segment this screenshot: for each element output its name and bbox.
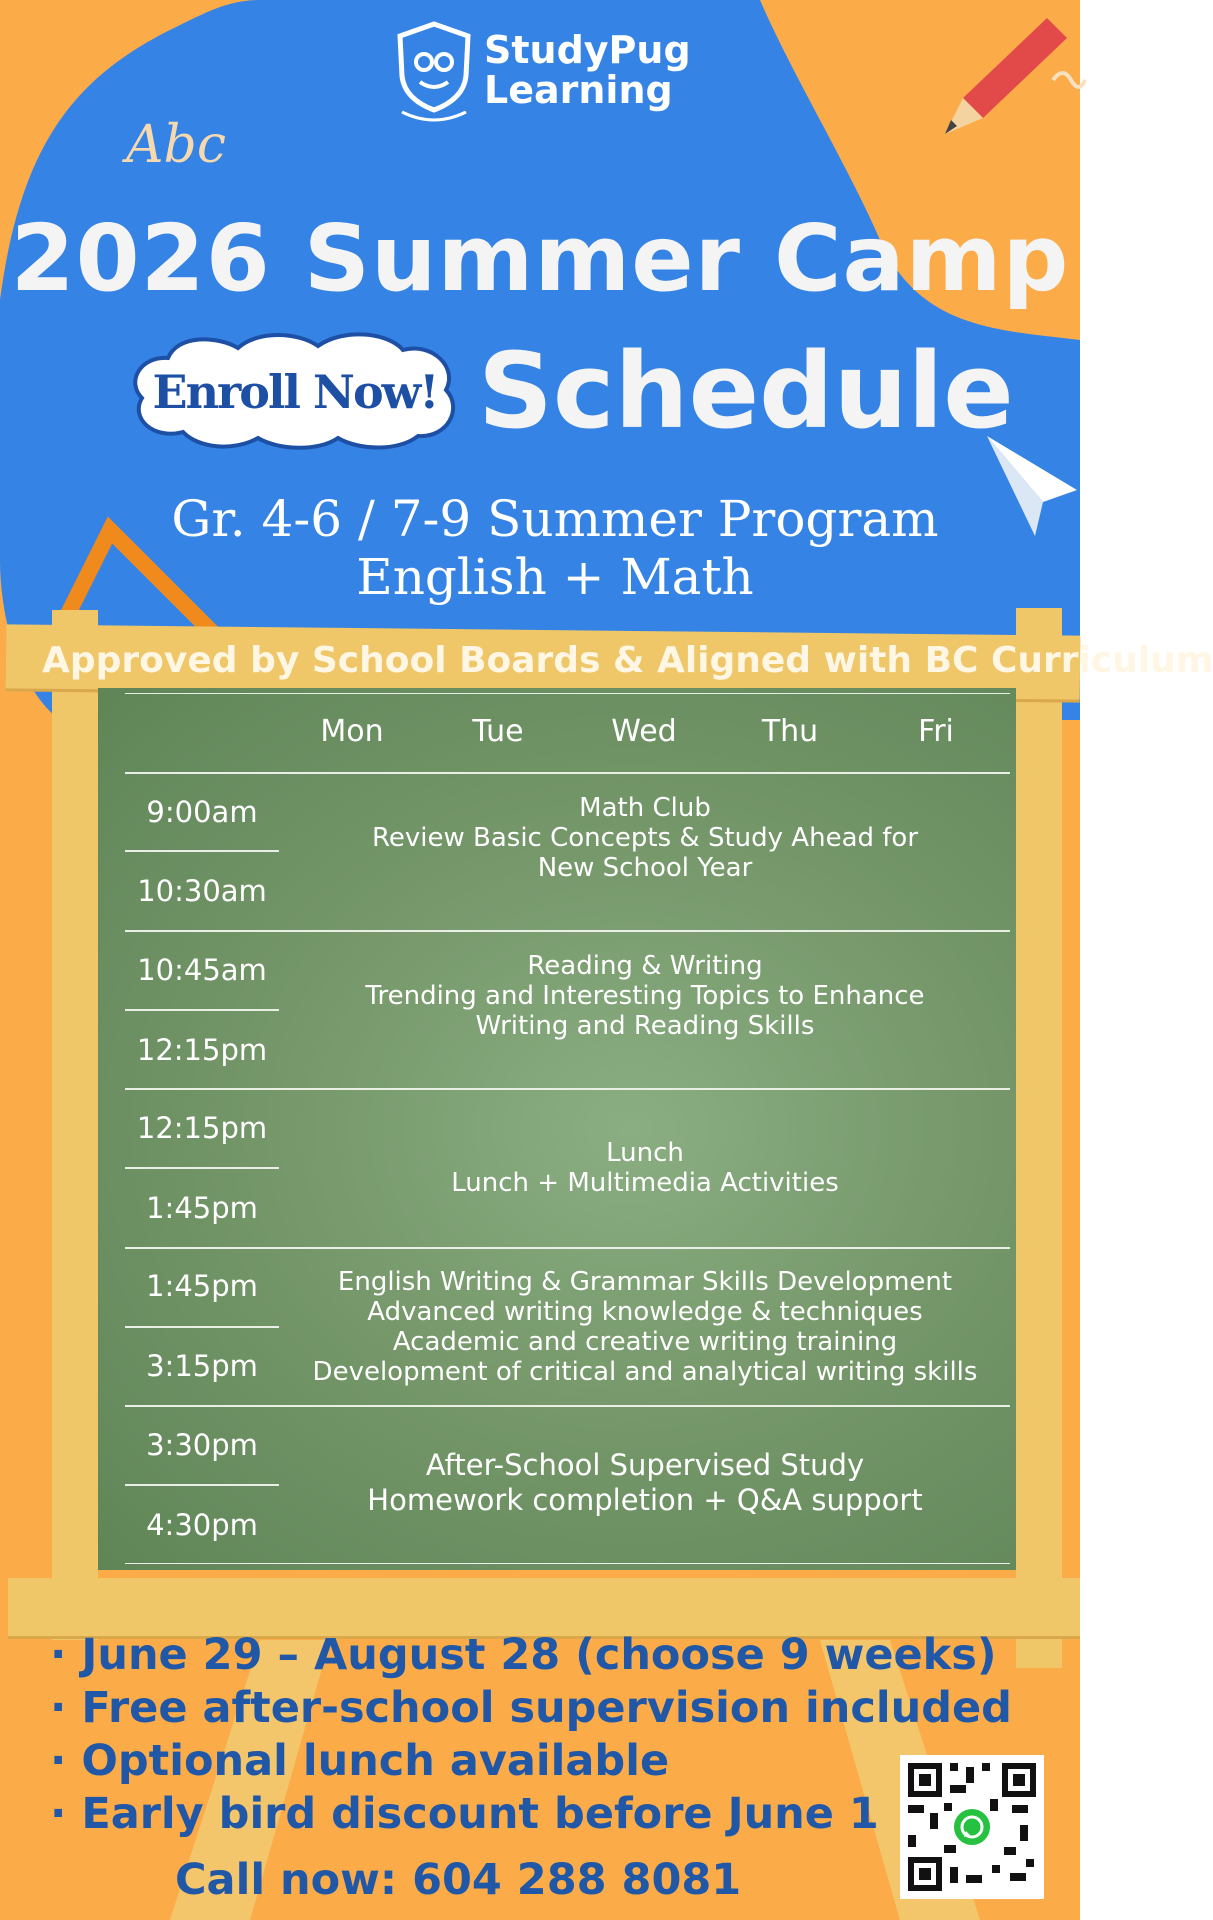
table-bottom-line (125, 1563, 1010, 1564)
abc-doodle: Abc (126, 115, 226, 175)
row-divider (125, 1405, 1010, 1407)
time-start: 1:45pm (146, 1269, 258, 1303)
subtitle-subjects: English + Math (356, 548, 754, 606)
enroll-now-badge[interactable]: Enroll Now! (152, 365, 438, 419)
bullet-dot: · (50, 1683, 67, 1733)
activity-line: Review Basic Concepts & Study Ahead for (371, 823, 919, 853)
qr-code-icon[interactable] (900, 1755, 1044, 1899)
easel-bottom-bar (8, 1578, 1080, 1636)
subtitle-grades: Gr. 4-6 / 7-9 Summer Program (171, 490, 939, 548)
row-divider (125, 1247, 1010, 1249)
day-header-thu: Thu (761, 714, 819, 749)
title-line-1: 2026 Summer Camp (10, 205, 1070, 312)
activity-line: Advanced writing knowledge & techniques (367, 1297, 923, 1327)
header-divider (125, 772, 1010, 774)
activity-line: Trending and Interesting Topics to Enhance (365, 981, 925, 1011)
bullet-lunch (50, 1736, 669, 1786)
activity-english-writing (290, 1267, 1000, 1387)
time-divider (125, 1484, 279, 1486)
activity-title: Reading & Writing (527, 951, 763, 981)
activity-title: After-School Supervised Study (425, 1448, 865, 1482)
whatsapp-glyph (954, 1809, 990, 1845)
bullet-dates (50, 1630, 997, 1680)
header-top-line (125, 693, 1010, 694)
bullet-text: Free after-school supervision included (81, 1683, 1012, 1733)
brand-line-1: StudyPug (484, 28, 691, 72)
whatsapp-icon (950, 1805, 994, 1849)
time-start: 12:15pm (136, 1111, 268, 1145)
curriculum-banner: Approved by School Boards & Aligned with BC Curriculum (42, 640, 1213, 681)
time-divider (125, 1009, 279, 1011)
activity-line: Writing and Reading Skills (475, 1011, 815, 1041)
brand-name (484, 30, 691, 110)
title-line-2: Schedule (478, 330, 1014, 452)
activity-line: Development of critical and analytical writing skills (312, 1357, 978, 1387)
activity-reading-writing (290, 951, 1000, 1041)
activity-math-club (290, 793, 1000, 883)
activity-line: Academic and creative writing training (392, 1327, 898, 1357)
time-start: 3:30pm (146, 1428, 258, 1462)
bullet-dot: · (50, 1736, 67, 1786)
activity-title: Lunch (606, 1138, 684, 1168)
activity-line: Lunch + Multimedia Activities (451, 1168, 839, 1198)
bullet-text: Optional lunch available (81, 1736, 670, 1786)
time-start: 9:00am (146, 795, 258, 829)
pencil-icon (935, 0, 1080, 140)
day-header-tue: Tue (472, 714, 524, 749)
day-header-mon: Mon (320, 714, 384, 749)
time-end: 3:15pm (146, 1349, 258, 1383)
bullet-text: June 29 – August 28 (choose 9 weeks) (81, 1630, 997, 1680)
bullet-supervision (50, 1683, 1012, 1733)
activity-line: Homework completion + Q&A support (367, 1483, 923, 1517)
bullet-early-bird (50, 1789, 879, 1839)
call-now-phone[interactable]: Call now: 604 288 8081 (175, 1855, 742, 1905)
day-header-fri: Fri (918, 714, 954, 749)
activity-line: New School Year (537, 853, 753, 883)
row-divider (125, 930, 1010, 932)
shield-logo-icon (392, 20, 476, 120)
bullet-dot: · (50, 1630, 67, 1680)
time-divider (125, 1326, 279, 1328)
time-end: 4:30pm (146, 1508, 258, 1542)
bullet-text: Early bird discount before June 1 (81, 1789, 879, 1839)
activity-title: Math Club (579, 793, 711, 823)
time-start: 10:45am (137, 953, 267, 987)
activity-lunch (290, 1138, 1000, 1198)
bullet-dot: · (50, 1789, 67, 1839)
activity-supervised-study (290, 1448, 1000, 1518)
time-end: 12:15pm (136, 1033, 268, 1067)
activity-title: English Writing & Grammar Skills Development (337, 1267, 953, 1297)
time-end: 10:30am (137, 874, 267, 908)
time-end: 1:45pm (146, 1191, 258, 1225)
row-divider (125, 1088, 1010, 1090)
day-header-wed: Wed (611, 714, 677, 749)
time-divider (125, 850, 279, 852)
brand-line-2: Learning (484, 68, 673, 112)
time-divider (125, 1167, 279, 1169)
